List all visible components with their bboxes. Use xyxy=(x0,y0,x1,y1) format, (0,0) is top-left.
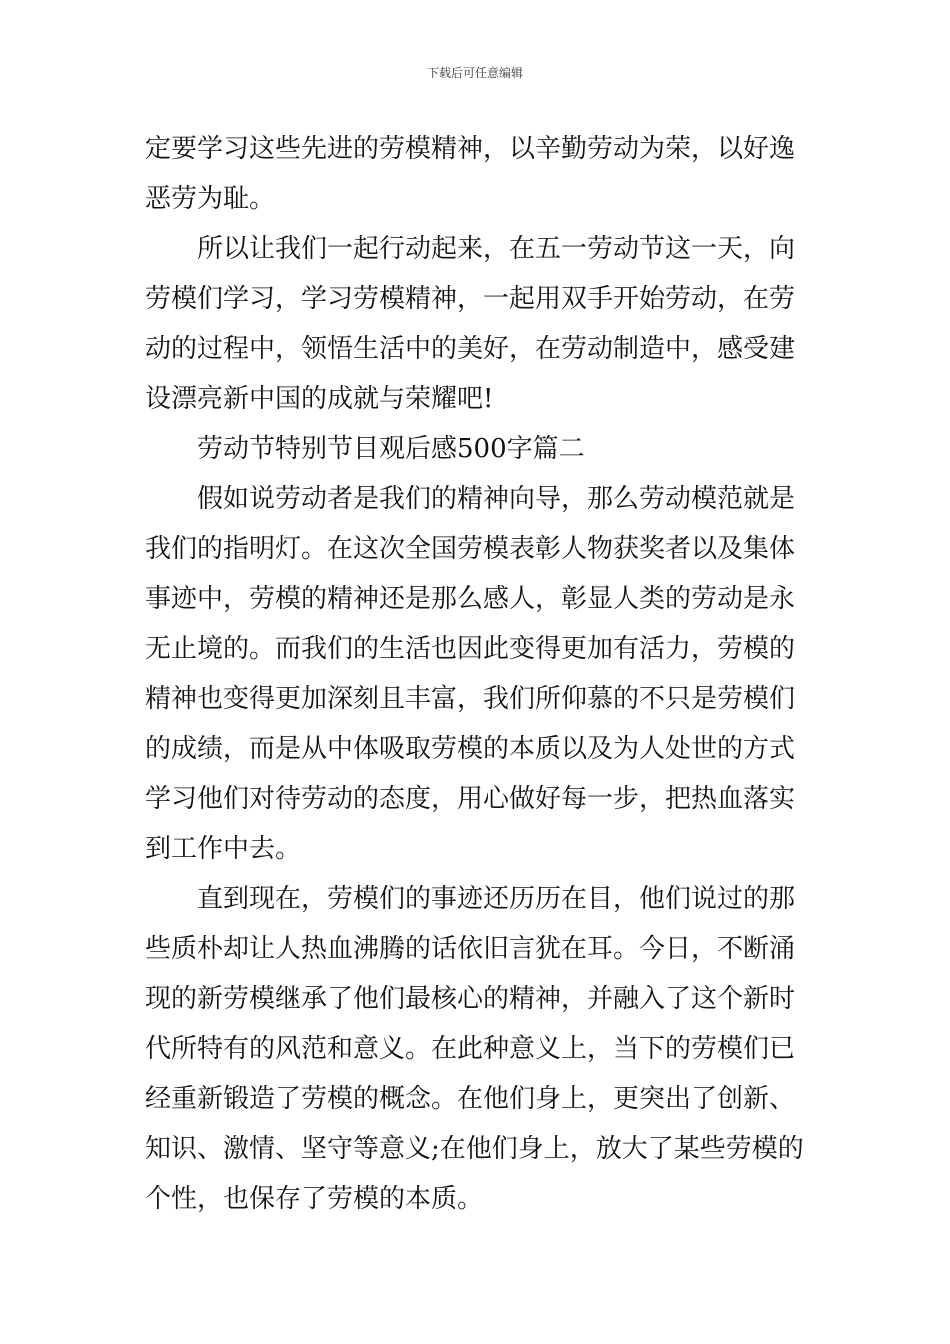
text-line: 动的过程中，领悟生活中的美好，在劳动制造中，感受建 xyxy=(145,334,796,364)
text-line: 恶劳为耻。 xyxy=(145,184,276,214)
text-line: 代所特有的风范和意义。在此种意义上，当下的劳模们已 xyxy=(145,1034,796,1064)
text-line: 定要学习这些先进的劳模精神，以辛勤劳动为荣，以好逸 xyxy=(145,134,796,164)
text-line: 学习他们对待劳动的态度，用心做好每一步，把热血落实 xyxy=(145,784,796,814)
text-line: 设漂亮新中国的成就与荣耀吧! xyxy=(145,384,494,414)
page-header-note: 下载后可任意编辑 xyxy=(426,66,523,80)
paragraph-4 xyxy=(145,874,809,1224)
text-line: 直到现在，劳模们的事迹还历历在目，他们说过的那 xyxy=(197,884,796,914)
text-line: 劳模们学习，学习劳模精神，一起用双手开始劳动，在劳 xyxy=(145,284,796,314)
document-body xyxy=(145,124,809,1224)
text-line: 个性，也保存了劳模的本质。 xyxy=(145,1184,484,1214)
text-line: 到工作中去。 xyxy=(145,834,302,864)
text-line: 知识、激情、坚守等意义;在他们身上，放大了某些劳模的 xyxy=(145,1134,804,1164)
section-heading xyxy=(145,424,809,474)
section-title: 劳动节特别节目观后感500字篇二 xyxy=(197,434,585,464)
paragraph-1 xyxy=(145,124,809,224)
paragraph-3 xyxy=(145,474,809,874)
text-line: 的成绩，而是从中体吸取劳模的本质以及为人处世的方式 xyxy=(145,734,796,764)
text-line: 所以让我们一起行动起来，在五一劳动节这一天，向 xyxy=(197,234,796,264)
text-line: 些质朴却让人热血沸腾的话依旧言犹在耳。今日，不断涌 xyxy=(145,934,796,964)
text-line: 无止境的。而我们的生活也因此变得更加有活力，劳模的 xyxy=(145,634,796,664)
text-line: 假如说劳动者是我们的精神向导，那么劳动模范就是 xyxy=(197,484,796,514)
paragraph-2 xyxy=(145,224,809,424)
text-line: 我们的指明灯。在这次全国劳模表彰人物获奖者以及集体 xyxy=(145,534,796,564)
text-line: 事迹中，劳模的精神还是那么感人，彰显人类的劳动是永 xyxy=(145,584,796,614)
text-line: 现的新劳模继承了他们最核心的精神，并融入了这个新时 xyxy=(145,984,796,1014)
text-line: 经重新锻造了劳模的概念。在他们身上，更突出了创新、 xyxy=(145,1084,796,1114)
text-line: 精神也变得更加深刻且丰富，我们所仰慕的不只是劳模们 xyxy=(145,684,796,714)
